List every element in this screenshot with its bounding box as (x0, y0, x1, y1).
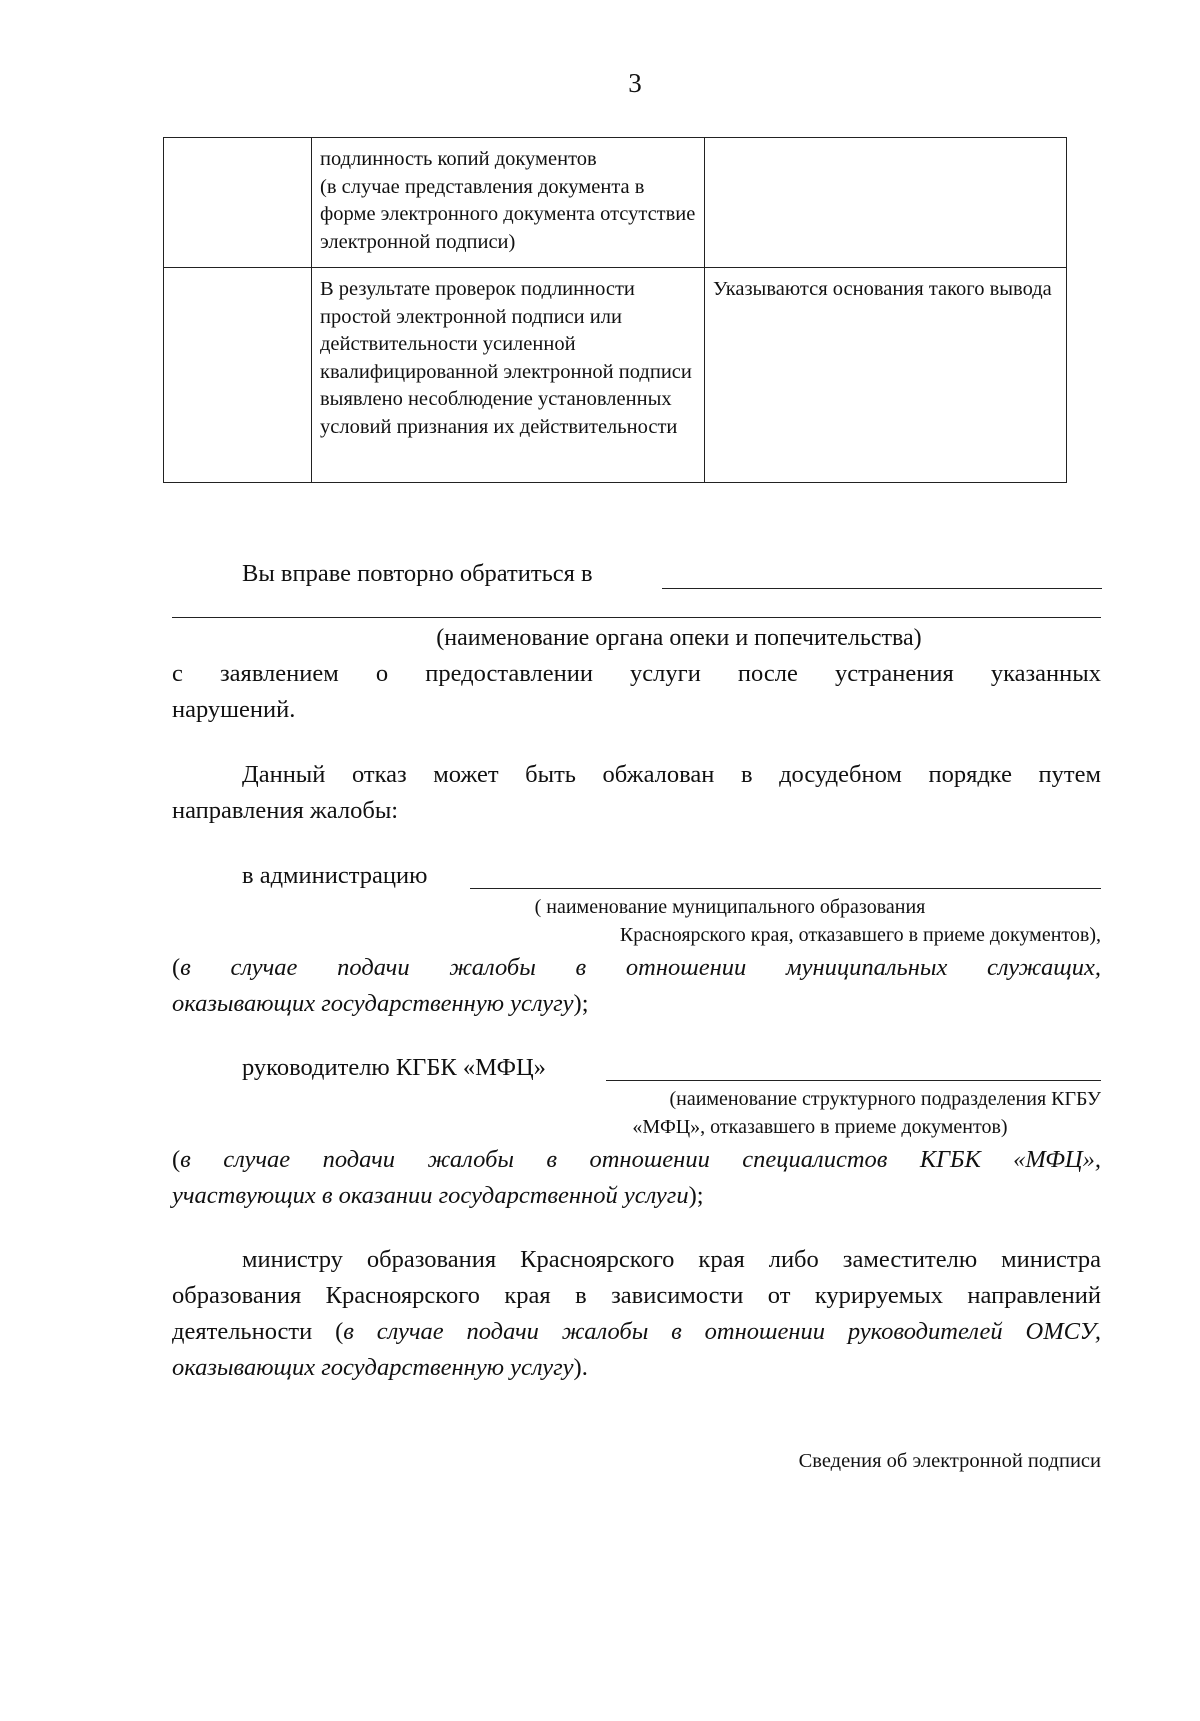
mfc-note-open: ( (172, 1146, 181, 1173)
admin-caption-2: Красноярского края, отказавшего в приеме документов), (619, 924, 1101, 946)
mfc-blank-line (606, 1080, 1101, 1081)
minister-line-2: образования Красноярского края в зависимости от курируемых направлений (172, 1282, 1101, 1309)
cell-text: подлинность копий документов (в случае представления документа в форме электронного документа отсутствие электронной подписи) (320, 148, 696, 253)
mfc-lead: руководителю КГБК «МФЦ» (242, 1054, 546, 1081)
minister-line-3-plain: деятельности ( (172, 1318, 344, 1345)
admin-blank-line (470, 888, 1101, 889)
appeal-text-line-2: направления жалобы: (172, 797, 399, 824)
minister-line-4-close: ). (573, 1354, 588, 1381)
page-number: 3 (628, 68, 642, 98)
minister-line-1: министру образования Красноярского края либо заместителю министра (242, 1246, 1101, 1273)
refusal-reasons-table (163, 137, 1067, 483)
admin-note-open: ( (172, 954, 181, 981)
reapply-blank-line (662, 588, 1102, 589)
table-cell: В результате проверок подлинности простой электронной подписи или действительности усиленной квалифицированной электронной подписи выявлено несоблюдение установленных условий признания их действительности (312, 268, 705, 483)
mfc-note-close: ); (688, 1182, 704, 1209)
admin-note-italic-1: в случае подачи жалобы в отношении муниципальных служащих, (180, 954, 1101, 981)
table-cell: Указываются основания такого вывода (705, 268, 1067, 483)
reapply-lead: Вы вправе повторно обратиться в (242, 560, 593, 587)
admin-note-line-1 (172, 950, 1101, 986)
admin-caption-1: ( наименование муниципального образования (534, 896, 926, 918)
admin-note-line-2 (172, 986, 1101, 1022)
reapply-caption: (наименование органа опеки и попечительства) (436, 625, 922, 651)
mfc-caption-2: «МФЦ», отказавшего в приеме документов) (632, 1116, 1008, 1138)
reapply-blank-line-2 (172, 617, 1101, 618)
admin-note-italic-2: оказывающих государственную услугу (172, 990, 574, 1017)
table-cell (312, 138, 705, 268)
signature-note: Сведения об электронной подписи (798, 1450, 1101, 1472)
mfc-note-italic-1: в случае подачи жалобы в отношении специалистов КГБК «МФЦ», (180, 1146, 1101, 1173)
minister-line-4 (172, 1350, 1101, 1386)
table-cell (705, 138, 1067, 268)
appeal-text-line-1: Данный отказ может быть обжалован в досудебном порядке путем (242, 761, 1101, 788)
mfc-note-italic-2: участвующих в оказании государственной услуги (172, 1182, 689, 1209)
minister-line-3 (172, 1314, 1101, 1350)
table-cell (164, 268, 312, 483)
table-row (164, 268, 1067, 483)
table-cell (164, 138, 312, 268)
minister-line-3-italic: в случае подачи жалобы в отношении руководителей ОМСУ, (343, 1318, 1102, 1345)
mfc-note-line-1 (172, 1142, 1101, 1178)
mfc-note-line-2 (172, 1178, 1101, 1214)
admin-lead: в администрацию (242, 862, 428, 889)
reapply-text-line-2: нарушений. (172, 696, 296, 723)
admin-note-close: ); (573, 990, 589, 1017)
table-row (164, 138, 1067, 268)
mfc-caption-1: (наименование структурного подразделения КГБУ (669, 1088, 1101, 1110)
reapply-text-line-1: с заявлением о предоставлении услуги после устранения указанных (172, 660, 1101, 687)
minister-line-4-italic: оказывающих государственную услугу (172, 1354, 574, 1381)
